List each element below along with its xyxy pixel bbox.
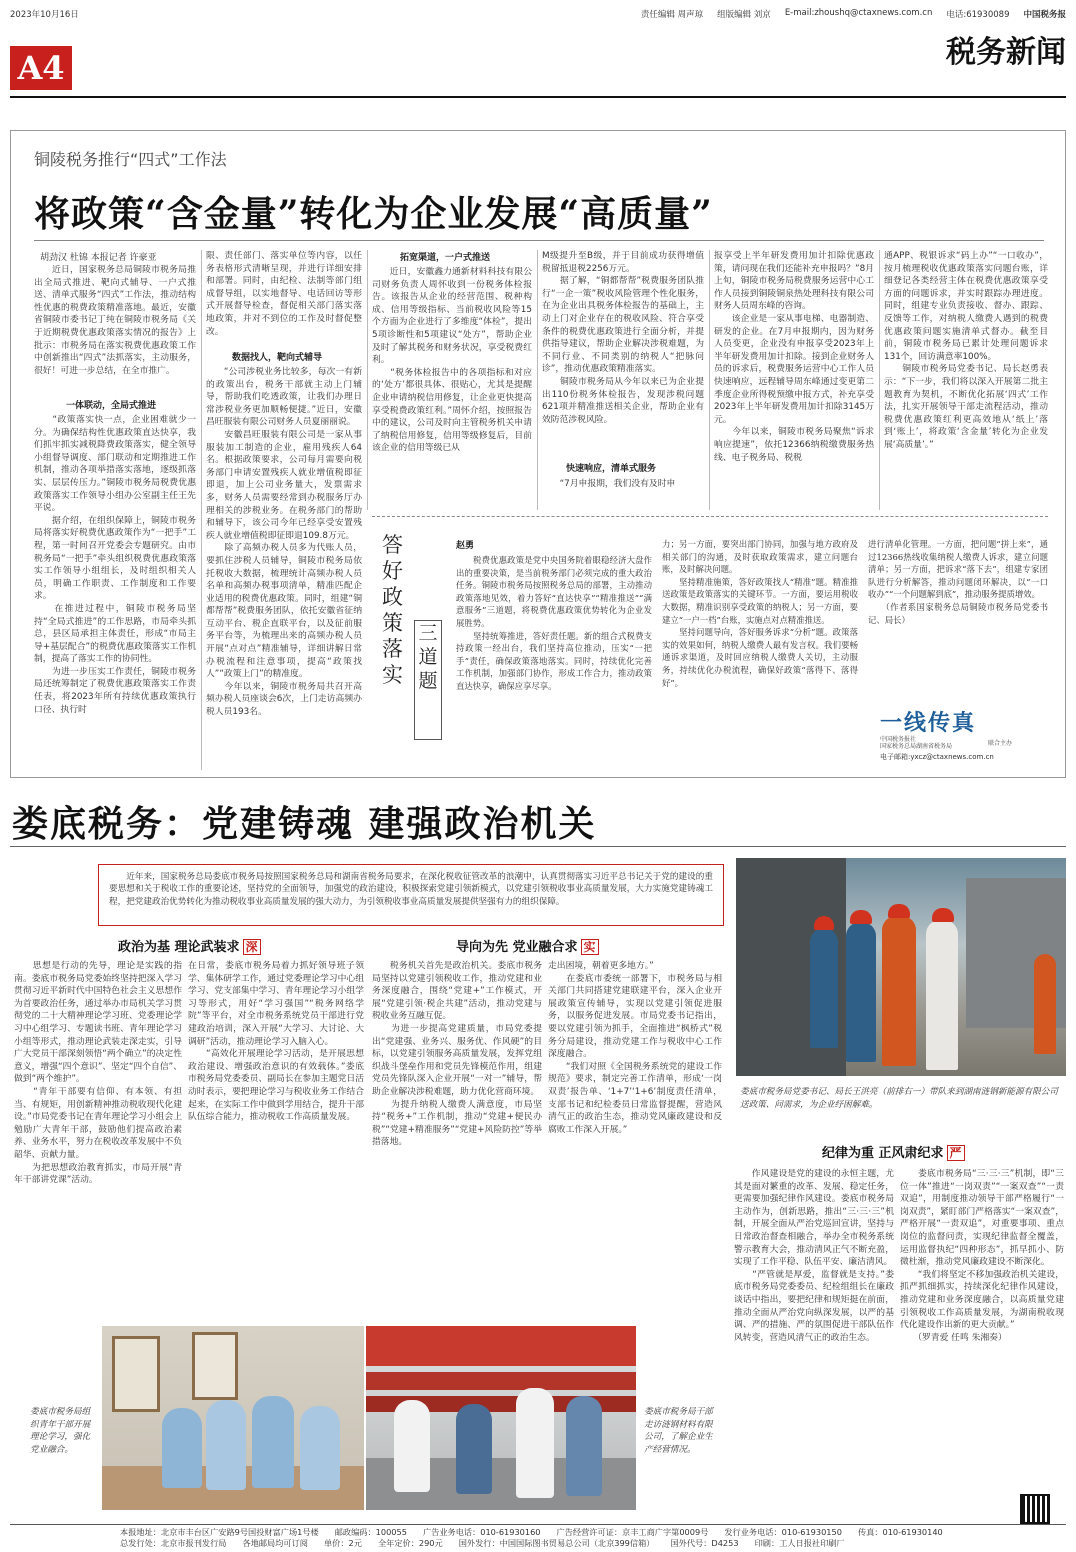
section-title: 税务新闻 [946,35,1066,70]
headline-rule [34,240,1044,241]
seal-3: 严 [947,1145,965,1161]
footer-ad-phone: 广告业务电话：010-61930160 [422,1527,541,1537]
article-headline: 将政策“含金量”转化为企业发展“高质量” [34,193,713,235]
footer-foreign-code: 国外代号：D4253 [670,1538,739,1548]
footer-dist-phone: 发行业务电话：010-61930150 [724,1527,842,1537]
paper-name: 中国税务报 [1023,10,1066,20]
feature-rule [10,846,1066,847]
commentary-rule [372,516,1048,518]
commentary-col3: 进行清单化管理。一方面，把问题“拼上来”，通过12366热线收集纳税人缴费人诉求，建立问题清单；另一方面，把诉求“落下去”，组建专家团队进行分析解答，推动问题闭环解决，以“一口收办”“一个问题解到底”，推动服务提质增效。 （作者系国家税务总局铜陵市税务局党委书记、局长） [868,539,1048,625]
article-col4b: “7月申报期，我们没有及时申 [542,479,676,489]
commentary-title-box: 三道题 [414,620,442,740]
article-col2: 限、责任部门、落实单位等内容，以任务表格形式清晰呈现，并进行详细安排和部署。同时，由纪检、法制等部门组成督导组，以实地督导、电话回访等形式开展督导检查，督促相关部门落实落地政策，并对不到位的工作及时督促整改。 [206,251,362,337]
footer-ad-license: 广告经营许可证：京丰工商广字第0009号 [556,1527,709,1537]
article-col2b: “公司涉税业务比较多，每次一有新的政策出台，税务干部就主动上门辅导，帮助我们吃透政策，让我们办理日常涉税业务更加顺畅便捷。”近日，安徽昌旺服装有限公司财务人员夏丽丽说。 安徽昌旺服装有限公司是一家从事服装加工制造的企业，雇用残疾人64名。根据政策要求，公司每月需要向税务部门申请安置残疾人就业增值税即征即退，加上公司业务量大，发票需求多，财务人员需要经常到办税服务厅办理相关的涉税业务。在税务部门的帮助和辅导下，该公司今年已经享受安置残疾人就业增值税即征即退109.8万元。 除了高频办税人员多为代账人员，要抓住涉税人员辅导，铜陵市税务局依托税收大数据，梳理统计高频办税人员名单和高频办税事项清单，精准匹配企业适用的税费优惠政策。同时，组建“铜都帮帮”税费服务团队，依托安徽省征纳互动平台、税企直联平台，以及征前服务平台等，为梳理出来的高频办税人员开展“点对点”精准辅导，详细讲解日常办税流程和注意事项，提高“政策找人”“政策上门”的精准度。 今年以来，铜陵市税务局共召开高频办税人员座谈会6次，上门走访高频办税人员193名。 [206,367,362,718]
feature-photo-1 [736,858,1066,1076]
masthead [10,8,1066,20]
qr-code [1020,1494,1050,1524]
footer-annual-price: 全年定价：290元 [377,1538,443,1548]
commentary-author: 赵勇 [456,541,475,551]
seal-1: 深 [243,939,261,955]
logo-sub1: 中国税务报社 [880,736,917,743]
photo1-caption: 娄底市税务局党委书记、局长王洪亮（前排右一）带队来到湖南涟钢新能源有限公司送政策、问需求，为企业纾困解难。 [740,1087,1058,1110]
feature-photo-3 [366,1326,636,1510]
feature-photo-2 [102,1326,364,1510]
feature-headline: 娄底税务：党建铸魂 建强政治机关 [12,804,597,845]
article-col4: M级提升至B级，并于目前成功获得增值税留抵退税2256万元。 据了解，“铜都帮帮”税费服务团队推行“一企一策”税收风险管理个性化服务，在为企业出具税务体检报告的基础上，主动上门对企业存在的税收风险、符合享受条件的税费优惠政策进行全面分析，并提供指导建议，帮助企业解决涉税难题，为不同行业、不同类别的纳税人“把脉问诊”，推动优惠政策精准落实。 铜陵市税务局从今年以来已为企业提出110份税务体检报告，发现涉税问题621项并精准推送相关企业，帮助企业有效防范涉税风险。 [542,251,704,425]
article-col6: 通APP、税银诉求“码上办”“一口收办”，按月梳理税收优惠政策落实问题台账，详细登记各类经营主体在税费优惠政策享受方面的问题诉求，并实时跟踪办理进度。同时，组建专业负责接收、督办、跟踪、反馈等工作，对纳税人缴费人遇到的税费优惠政策问题实施清单式督办。截至目前，铜陵市税务局已累计处理问题诉求131个，回访满意率100%。 铜陵市税务局党委书记、局长赵勇表示：“下一步，我们将以深入开展第二批主题教育为契机，不断优化拓展‘四式’工作法，扎实开展领导干部走流程活动，推动税费优惠政策红利更高效地从‘纸上’落到‘账上’，将政策‘含金量’转化为企业发展‘高质量’。” [884,251,1048,450]
footer-subscribe: 各地邮局均可订阅 [242,1538,308,1548]
photo3-caption: 娄底市税务局干部走访涟钢材料有限公司，了解企业生产经营情况。 [644,1407,713,1455]
footer-distributor: 总发行处：北京市报刊发行局 [120,1538,227,1548]
feature-text-3: 作风建设是党的建设的永恒主题，尤其是面对繁重的改革、发展、稳定任务，更需要加强纪律作风建设。娄底市税务局主动作为，创新思路，推出“三·三·三”机制，开展全面从严治党巡回宣讲，坚持与日常政治督查相融合，举办全市税务系统警示教育大会，推动清风正气不断充盈，实现了工作平稳、队伍平安、廉洁清风。 “严管就是厚爱，监督就是支持。”娄底市税务局党委委员、纪检组组长在廉政谈话中指出，要把纪律和规矩挺在前面，推动全面从严治党向纵深发展，以严的基调、严的措施、严的氛围促进干部队伍作风转变，营造风清气正的政治生态。 [734,1169,894,1343]
page-number: A4 [10,46,72,90]
editor: 责任编辑 周声琼 [640,10,704,20]
feature-text-2b: 走出困境，朝着更多地方。” 在娄底市委统一部署下，市税务局与相关部门共同搭建党建联建平台，深入企业开展政策宣传辅导，实现以党建引领促进服务，以服务促进发展。市局党委书记指出，要以党建引领为抓手，全面推进“枫桥式”税务分局建设，推动党建工作与税收中心工作深度融合。 “我们对照《全国税务系统党的建设工作规范》要求，制定完善工作清单，形成‘一岗双责’报告单、‘1+7’‘1+6’制度责任清单，支部书记和纪检委员日常监督提醒，营造风清气正的政治生态，推动党风廉政建设和反腐败工作深入开展。” [548,961,722,1135]
article-kicker: 铜陵税务推行“四式”工作法 [34,150,227,169]
article-col1b: “政策落实快一点，企业困难就少一分。为确保结构性优惠政策直达快享，我们抓牢抓实减税降费政策落实，健全领导小组督导调度、部门联动和定期推进工作机制，推动各项举措落实落地，逐级抓落实、层层传压力。”铜陵市税务局税费优惠政策落实工作领导小组办公室副主任王先平说。 据介绍，在组织保障上，铜陵市税务局将落实好税费优惠政策作为“一把手”工程，第一时间召开党委会专题研究。由市税务局“一把手”牵头组织税费优惠政策落实工作领导小组组长，及时组织相关人员，明确工作职责、工作制度和工作要求。 在推进过程中，铜陵市税务局坚持“全局式推进”的工作思路，市局牵头抓总，县区局承担主体责任，形成“市局主导+基层配合”的税费优惠政策落实工作机制，提高了落实工作的协同性。 为进一步压实工作责任，铜陵市税务局还统筹制定了税费优惠政策落实工作责任表，将2023年所有持续优惠政策执行口径、执行时 [34,415,196,715]
footer-price: 单价：2元 [323,1538,362,1548]
footer [10,1524,1066,1549]
photo2-caption: 娄底市税务局组织青年干部开展理论学习，强化党业融合。 [30,1407,91,1455]
email: E-mail:zhoushq@ctaxnews.com.cn [784,8,933,18]
footer-postcode: 邮政编码：100055 [334,1527,407,1537]
commentary-col1: 税费优惠政策是党中央国务院着眼稳经济大盘作出的重要决策，是当前税务部门必须完成的重大政治任务。铜陵市税务局按照税务总局的部署，主动推动政策落地见效，着力答好“直达快享”“精准推送”“满意服务”三道题，将税费优惠政策优势转化为企业发展胜势。 坚持统筹推进，答好责任题。新的组合式税费支持政策一经出台，我们坚持高位推动，压实“一把手”责任，确保政策落地落实。同时，持续优化完善工作机制，加强部门协作，形成工作合力，推动政策直达快享，确保应享尽享。 [456,555,652,691]
article-byline: 胡劲汉 杜锦 本报记者 许豪亚 [40,253,157,263]
footer-printer: 印刷：工人日报社印刷厂 [754,1538,845,1548]
logo-email: 电子邮箱:yxcz@ctaxnews.com.cn [880,753,994,761]
subhead-1: 一体联动，全局式推进 [66,401,157,411]
subsection-1: 政治为基 理论武装求 深 [118,936,261,955]
feature-text-1: 思想是行动的先导，理论是实践的指南。娄底市税务局党委始终坚持把深入学习贯彻习近平新时代中国特色社会主义思想作为首要政治任务，通过举办市局机关学习贯彻党的二十大精神理论学习班、党委理论学习中心组学习、专题读书班、青年理论学习小组等形式，推动理论武装走深走实，引导广大党员干部深刻领悟“两个确立”的决定性意义，增强“四个意识”、坚定“四个自信”、做到“两个维护”。 “青年干部要有信仰、有本领、有担当、有规矩，用创新精神推动税收现代化建设。”市局党委书记在青年理论学习小组会上勉励广大青年干部，鼓励他们提高政治素养、业务水平，努力在税收改革发展中不负韶华、贡献力量。 为把思想政治教育抓实，市局开展“青年干部讲党课”活动。 [14,961,182,1186]
commentary-title: 答好政策落实 [382,533,403,687]
article-col1: 近日，国家税务总局铜陵市税务局推出全局式推进、靶向式辅导、一户式推送、清单式服务“四式”工作法，推动结构性优惠的税费政策精准落地。最近，安徽省铜陵市委书记丁纯在铜陵市税务局《关于近期税费优惠政策落实情况的报告》上批示：市税务局在落实税费优惠政策工作中创新推出“四式”法抓落实，主动服务，很好！可进一步总结，在全市推广。 [34,265,196,376]
logo-sub2: 国家税务总局湖南省税务局 [880,743,953,750]
article-col5: 报享受上半年研发费用加计扣除优惠政策，请问现在我们还能补充申报吗？”8月上旬，铜陵市税务局税费服务运营中心工作人员接到铜陵铜泉热处理科技有限公司财务人员周东峰的咨询。 该企业是一家从事电梯、电器制造、研发的企业。在7月申报期内，因为财务人员变更，企业没有申报享受2023年上半年研发费用加计扣除。接到企业财务人员的诉求后，税费服务运营中心工作人员快速响应，远程辅导周东峰通过变更第二季度企业所得税预缴申报方式，补充享受2023年上半年研发费用加计扣除3145万元。 今年以来，铜陵市税务局聚焦“诉求响应提速”，依托12366纳税缴费服务热线、电子税务局、税税 [714,251,874,463]
footer-address: 本报地址：北京市丰台区广安路9号国投财富广场1号楼 [120,1527,319,1537]
subhead-2: 数据找人，靶向式辅导 [232,353,323,363]
header-rule [10,96,1066,98]
logo-sub3: 联合主办 [988,740,1013,747]
subsection-2: 导向为先 党业融合求 实 [456,936,599,955]
column-logo [880,706,1052,764]
layout-editor: 组版编辑 刘京 [717,10,771,20]
footer-foreign-dist: 国外发行：中国国际图书贸易总公司（北京399信箱） [458,1538,655,1548]
feature-text-1b: 在日常，娄底市税务局着力抓好领导班子领学、集体研学工作，通过党委理论学习中心组学习、党支部集中学习、青年理论学习小组学习等形式，用好“学习强国”“税务网络学院”等平台，对全市税务系统党员干部进行党建政治培训，深入开展“大学习、大讨论、大调研”活动，推动理论学习入脑入心。 “高效化开展理论学习活动，是开展思想政治建设、增强政治意识的有效载体。”娄底市税务局党委委员、副局长在参加主题党日活动时表示，要把理论学习与税收业务工作结合起来，在实际工作中做到学用结合，提升干部队伍综合能力，推动税收工作高质量发展。 [188,961,364,1123]
feature-text-3b: 娄底市税务局“三·三·三”机制，即“三位一体”推进“一岗双责”“一案双查”“一责双追”，用制度推动领导干部严格履行“一岗双责”，紧盯部门严格落实“一案双查”，严格开展“一责双追”，对重要事项、重点岗位的监督问责，实现纪律监督全覆盖，运用监督执纪“四种形态”，抓早抓小、防微杜渐，推动党风廉政建设不断深化。 “我们将坚定不移加强政治机关建设，抓严抓细抓实，持续深化纪律作风建设，推动党建和业务深度融合，以高质量党建引领税收工作高质量发展，为湖南税收现代化建设作出新的更大贡献。” （罗青爱 任鸣 朱湘奏） [900,1169,1064,1343]
subsection-3: 纪律为重 正风肃纪求 严 [822,1142,965,1161]
subhead-4: 快速响应，清单式服务 [566,464,657,474]
issue-date: 2023年10月16日 [10,10,79,20]
feature-intro: 近年来，国家税务总局娄底市税务局按照国家税务总局和湖南省税务局要求，在深化税收征管改革的浪潮中，认真贯彻落实习近平总书记关于党的建设的重要思想和关于税收工作的重要论述，坚持党的全面领导，加强党的政治建设，积极探索党建引领新模式，以党建引领税收事业高质量发展，大力实施党建铸魂工程，把党建政治优势转化为推动税收事业高质量发展的强大动力，为引领税收事业高质量发展提供坚强有力的组织保障。 [98,864,724,926]
subhead-3: 拓宽渠道，一户式推送 [400,253,491,263]
commentary-col2: 力；另一方面，要突出部门协同，加强与地方政府及相关部门的沟通，及时获取政策需求，建立问题台账，及时解决问题。 坚持精准施策，答好政策找人“精准”题。精准推送政策是政策落实的关键环节。一方面，要运用税收大数据，精准识别享受政策的纳税人；另一方面，要建立“一户一档”台账，实施点对点精准推送。 坚持问题导向，答好服务诉求“分析”题。政策落实的效果如何，纳税人缴费人最有发言权。我们要畅通诉求渠道，及时回应纳税人缴费人关切，主动服务，持续优化办税流程，确保好政策“落得下、落得好”。 [662,539,858,688]
phone: 电话:61930089 [946,10,1010,20]
seal-2: 实 [581,939,599,955]
logo-name: 一线传真 [880,710,977,736]
article-col3: 近日，安徽鑫力通新材料科技有限公司财务负责人周怀收到一份税务体检报告。该报告从企业的经营范围、税种构成、信用等级指标、当前税收风险等15个方面为企业进行了多维度“体检”，提出5项诊断性和5项建议“处方”，帮助企业及时了解其税务和财务状况，享受税费红利。 “税务体检报告中的各项指标和对应的‘处方’都很具体、很贴心，尤其是提醒企业申请纳税信用修复，让企业更快提高享受税费政策红利。”周怀介绍，按照报告中的建议，公司及时向主管税务机关申请了纳税信用修复，信用等级修复后，目前该企业的信用等级已从 [372,267,532,454]
feature-text-2: 税务机关首先是政治机关。娄底市税务局坚持以党建引领税收工作，推动党建和业务深度融合，围绕“党建+”工作模式，开展“党建引领·税企共建”活动，推动党建与税收业务互融互促。 为进一步提高党建质量，市局党委提出“党建强、业务兴、服务优、作风硬”的目标，以党建引领服务高质量发展，发挥党组织战斗堡垒作用和党员先锋模范作用，组建党员先锋队深入企业开展“一对一”辅导，帮助企业解决涉税难题，助力优化营商环境。 为提升纳税人缴费人满意度，市局坚持“税务+”工作机制，推动“党建+便民办税”“党建+精准服务”“党建+风险防控”等举措落地。 [372,961,542,1148]
footer-fax: 传真：010-61930140 [857,1527,943,1537]
